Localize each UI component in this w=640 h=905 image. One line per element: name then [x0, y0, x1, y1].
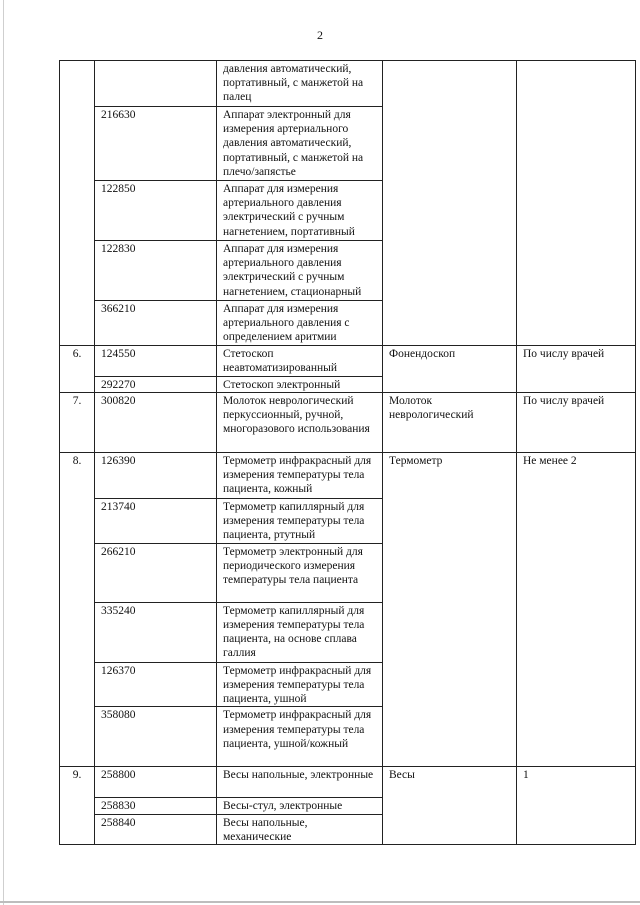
name-cell: Термометр	[383, 452, 517, 767]
code-cell: 258840	[95, 814, 217, 844]
description-cell: Весы напольные, механические	[217, 814, 383, 844]
description-cell: Аппарат электронный для измерения артериального давления автоматический, портативный, с манжетой на плечо/запястье	[217, 107, 383, 181]
description-cell: Аппарат для измерения артериального давления электрический с ручным нагнетением, стационарный	[217, 241, 383, 301]
name-cell: Молоток неврологический	[383, 392, 517, 452]
code-cell: 300820	[95, 392, 217, 452]
description-cell: Молоток неврологический перкуссионный, ручной, многоразового использования	[217, 392, 383, 452]
table-row	[60, 767, 636, 798]
table-row	[60, 392, 636, 452]
description-cell: Термометр капиллярный для измерения температуры тела пациента, ртутный	[217, 498, 383, 543]
description-cell: Аппарат для измерения артериального давления электрический с ручным нагнетением, портативный	[217, 181, 383, 241]
code-cell: 122830	[95, 241, 217, 301]
page-number: 2	[317, 28, 323, 42]
name-cell	[383, 61, 517, 346]
row-number: 6.	[60, 345, 95, 392]
description-cell: Термометр электронный для периодического измерения температуры тела пациента	[217, 543, 383, 602]
code-cell: 216630	[95, 107, 217, 181]
code-cell: 258800	[95, 767, 217, 798]
scan-edge-left	[3, 0, 4, 905]
row-number: 9.	[60, 767, 95, 845]
name-cell: Фонендоскоп	[383, 345, 517, 392]
code-cell: 213740	[95, 498, 217, 543]
code-cell: 366210	[95, 301, 217, 346]
code-cell: 126390	[95, 452, 217, 498]
code-cell: 124550	[95, 345, 217, 376]
table-row	[60, 452, 636, 498]
code-cell: 126370	[95, 662, 217, 707]
quantity-cell: По числу врачей	[517, 345, 636, 392]
description-cell: Термометр инфракрасный для измерения температуры тела пациента, ушной	[217, 662, 383, 707]
code-cell	[95, 61, 217, 107]
code-cell: 335240	[95, 602, 217, 662]
code-cell: 258830	[95, 798, 217, 814]
description-cell: Стетоскоп неавтоматизированный	[217, 345, 383, 376]
code-cell: 358080	[95, 707, 217, 767]
scan-edge-bottom	[0, 901, 640, 903]
quantity-cell	[517, 61, 636, 346]
quantity-cell: По числу врачей	[517, 392, 636, 452]
description-cell: давления автоматический, портативный, с манжетой на палец	[217, 61, 383, 107]
row-number: 7.	[60, 392, 95, 452]
code-cell: 122850	[95, 181, 217, 241]
row-number: 8.	[60, 452, 95, 767]
quantity-cell: Не менее 2	[517, 452, 636, 767]
description-cell: Термометр инфракрасный для измерения температуры тела пациента, ушной/кожный	[217, 707, 383, 767]
row-number	[60, 61, 95, 346]
quantity-cell: 1	[517, 767, 636, 845]
description-cell: Весы-стул, электронные	[217, 798, 383, 814]
description-cell: Весы напольные, электронные	[217, 767, 383, 798]
description-cell: Аппарат для измерения артериального давления с определением аритмии	[217, 301, 383, 346]
equipment-table	[59, 60, 636, 845]
code-cell: 266210	[95, 543, 217, 602]
description-cell: Стетоскоп электронный	[217, 376, 383, 392]
code-cell: 292270	[95, 376, 217, 392]
description-cell: Термометр капиллярный для измерения температуры тела пациента, на основе сплава галлия	[217, 602, 383, 662]
table-row	[60, 61, 636, 107]
table-row	[60, 345, 636, 376]
description-cell: Термометр инфракрасный для измерения температуры тела пациента, кожный	[217, 452, 383, 498]
name-cell: Весы	[383, 767, 517, 845]
